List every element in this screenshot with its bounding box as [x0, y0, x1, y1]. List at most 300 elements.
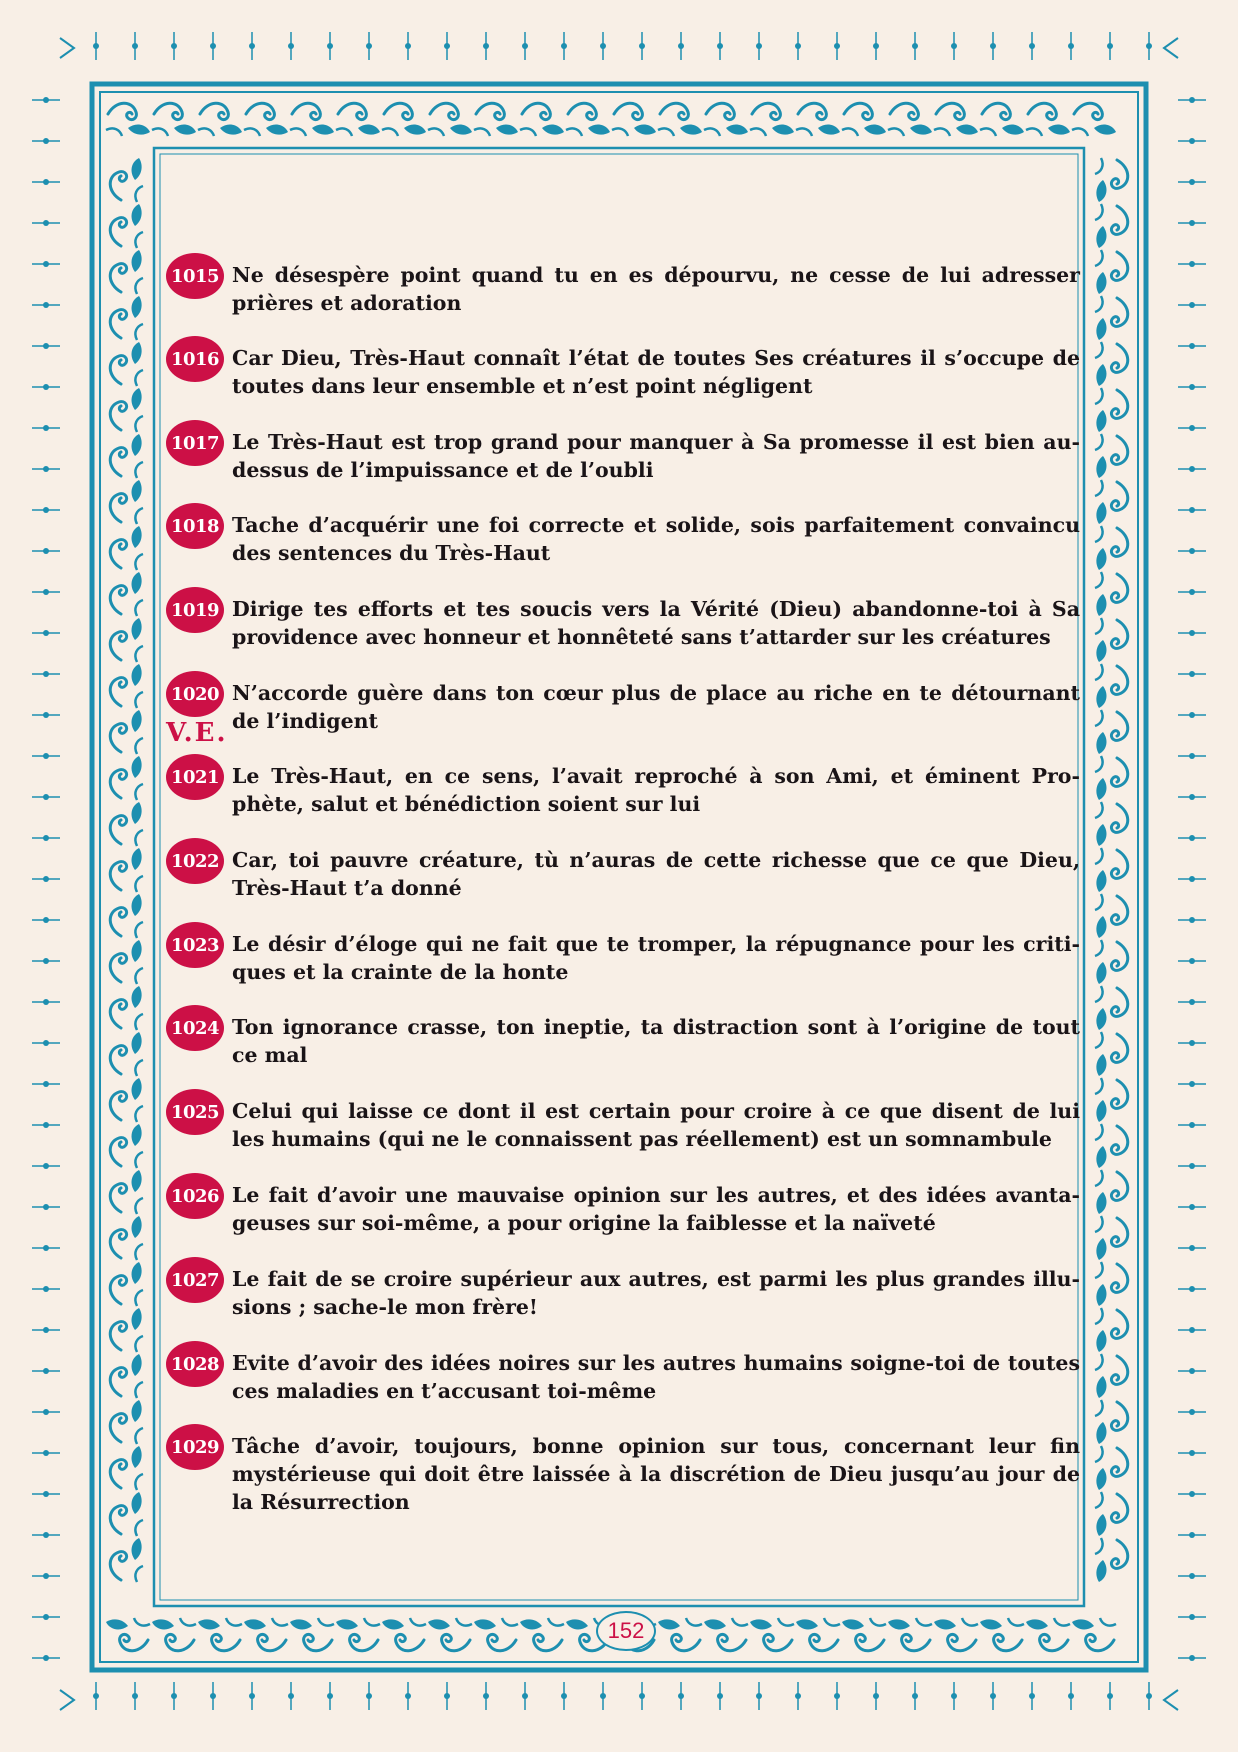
tick-dot: [43, 1655, 49, 1661]
floral-motif: [428, 103, 472, 136]
tick-dot: [1068, 43, 1074, 49]
scroll-stroke: [1111, 850, 1127, 878]
tendril-stroke: [1095, 1446, 1103, 1462]
floral-motif: [1095, 526, 1128, 570]
verse-1027: [166, 1265, 1080, 1321]
tick-dot: [93, 43, 99, 49]
floral-motif: [1095, 204, 1128, 248]
scroll-stroke: [1111, 1080, 1127, 1108]
scroll-stroke: [110, 494, 126, 522]
scroll-stroke: [902, 1634, 930, 1650]
floral-motif: [106, 103, 150, 136]
verse-number-badge: 1021: [166, 754, 224, 800]
leaf-shape: [910, 125, 932, 135]
floral-motif: [110, 480, 143, 524]
tendril-stroke: [135, 692, 143, 708]
floral-motif: [658, 103, 702, 136]
tendril-stroke: [135, 186, 143, 202]
tick-dot: [1189, 876, 1195, 882]
leaf-shape: [1096, 962, 1106, 984]
tick-dot: [1189, 138, 1195, 144]
floral-motif: [1095, 1400, 1128, 1444]
verse-number-badge: 1028: [166, 1341, 224, 1387]
leaf-shape: [956, 125, 978, 135]
floral-motif: [1095, 802, 1128, 846]
leaf-shape: [1094, 125, 1116, 135]
floral-motif: [1072, 103, 1116, 136]
verse-number-badge: 1019: [166, 587, 224, 633]
tick-dot: [444, 1693, 450, 1699]
leaf-shape: [1096, 778, 1106, 800]
verse-1019: [166, 595, 1080, 651]
tendril-stroke: [1095, 1492, 1103, 1508]
tendril-stroke: [612, 128, 628, 136]
floral-motif: [110, 572, 143, 616]
tick-dot: [483, 43, 489, 49]
floral-motif: [1095, 1078, 1128, 1122]
leaf-shape: [680, 125, 702, 135]
floral-motif: [1095, 158, 1128, 202]
tick-dot: [43, 1081, 49, 1087]
tick-dot: [210, 43, 216, 49]
scroll-stroke: [1111, 942, 1127, 970]
leaf-shape: [336, 1619, 358, 1629]
tendril-stroke: [934, 128, 950, 136]
tick-dot: [43, 1614, 49, 1620]
leaf-shape: [132, 1078, 142, 1100]
verse-1024: [166, 1013, 1080, 1069]
scroll-stroke: [1111, 620, 1127, 648]
scroll-stroke: [1028, 103, 1056, 119]
leaf-shape: [132, 1354, 142, 1376]
tick-dot: [43, 343, 49, 349]
tendril-stroke: [226, 1618, 242, 1626]
tendril-stroke: [980, 128, 996, 136]
scroll-stroke: [614, 103, 642, 119]
tendril-stroke: [290, 128, 306, 136]
scroll-stroke: [660, 103, 688, 119]
tick-dot: [1029, 1693, 1035, 1699]
floral-motif: [704, 1618, 748, 1651]
leaf-shape: [198, 1619, 220, 1629]
floral-motif: [1095, 710, 1128, 754]
leaf-shape: [128, 125, 150, 135]
tendril-stroke: [870, 1618, 886, 1626]
leaf-shape: [312, 125, 334, 135]
verse-number-badge: 1016: [166, 336, 224, 382]
tick-dot: [1189, 1450, 1195, 1456]
tendril-stroke: [1054, 1618, 1070, 1626]
tick-dot: [43, 1286, 49, 1292]
tick-dot: [43, 1122, 49, 1128]
scroll-stroke: [1086, 1634, 1114, 1650]
leaf-shape: [1096, 594, 1106, 616]
tick-dot: [366, 43, 372, 49]
verse-number-badge: 1015: [166, 253, 224, 299]
tick-dot: [1189, 712, 1195, 718]
floral-motif: [888, 1618, 932, 1651]
scroll-stroke: [110, 356, 126, 384]
leaf-shape: [132, 710, 142, 732]
floral-motif: [1095, 848, 1128, 892]
leaf-shape: [132, 1308, 142, 1330]
leaf-shape: [796, 1619, 818, 1629]
scroll-stroke: [110, 402, 126, 430]
scroll-stroke: [110, 1414, 126, 1442]
leaf-shape: [132, 1170, 142, 1192]
tick-dot: [834, 43, 840, 49]
scroll-stroke: [810, 1634, 838, 1650]
leaf-shape: [1096, 410, 1106, 432]
tick-dot: [1189, 1327, 1195, 1333]
verse-1021: [166, 762, 1080, 818]
tendril-stroke: [1095, 618, 1103, 634]
floral-motif: [110, 388, 143, 432]
tendril-stroke: [135, 646, 143, 662]
tick-dot: [43, 876, 49, 882]
leaf-shape: [1096, 824, 1106, 846]
tendril-stroke: [502, 1618, 518, 1626]
scroll-stroke: [1111, 1034, 1127, 1062]
tick-dot: [1189, 1573, 1195, 1579]
scroll-stroke: [110, 1552, 126, 1580]
scroll-stroke: [110, 448, 126, 476]
verse-text: Dirige tes efforts et tes soucis vers la Vérité (Dieu) abandonne-toi à Sa providence avec honneur et honnêteté sans t’attarder sur les créatures: [232, 597, 1080, 649]
scroll-stroke: [110, 172, 126, 200]
leaf-shape: [1048, 125, 1070, 135]
scroll-stroke: [1111, 1540, 1127, 1568]
scroll-stroke: [110, 724, 126, 752]
floral-motif: [796, 1618, 840, 1651]
leaf-shape: [842, 1619, 864, 1629]
scroll-stroke: [110, 1092, 126, 1120]
leaf-shape: [132, 204, 142, 226]
tendril-stroke: [135, 370, 143, 386]
tendril-stroke: [135, 1520, 143, 1536]
tick-dot: [756, 1693, 762, 1699]
floral-motif: [152, 1618, 196, 1651]
verse-text: Evite d’avoir des idées noires sur les autres humains soigne-toi de toutes ces maladies en t’accusant toi-même: [232, 1351, 1080, 1403]
verse-1016: [166, 344, 1080, 400]
tick-dot: [1146, 43, 1152, 49]
leaf-shape: [266, 125, 288, 135]
tendril-stroke: [135, 600, 143, 616]
tendril-stroke: [1095, 756, 1103, 772]
floral-motif: [110, 1308, 143, 1352]
tick-dot: [1189, 261, 1195, 267]
tendril-stroke: [750, 128, 766, 136]
leaf-shape: [726, 125, 748, 135]
tendril-stroke: [272, 1618, 288, 1626]
scroll-stroke: [246, 103, 274, 119]
scroll-stroke: [1111, 436, 1127, 464]
verse-number-badge: 1026: [166, 1173, 224, 1219]
floral-motif: [1095, 434, 1128, 478]
tick-dot: [132, 43, 138, 49]
tick-dot: [1107, 1693, 1113, 1699]
tick-dot: [1189, 917, 1195, 923]
tick-dot: [951, 1693, 957, 1699]
floral-motif: [1095, 1170, 1128, 1214]
tick-dot: [43, 1450, 49, 1456]
scroll-stroke: [522, 103, 550, 119]
tick-dot: [43, 466, 49, 472]
scroll-stroke: [1074, 103, 1102, 119]
tendril-stroke: [135, 1474, 143, 1490]
floral-motif: [110, 204, 143, 248]
verse-1015: [166, 261, 1080, 317]
tick-dot: [43, 712, 49, 718]
tick-dot: [717, 43, 723, 49]
leaf-shape: [1096, 686, 1106, 708]
floral-motif: [110, 1262, 143, 1306]
leaf-shape: [1096, 456, 1106, 478]
tick-dot: [1189, 220, 1195, 226]
scroll-stroke: [1111, 1494, 1127, 1522]
tick-dot: [1189, 548, 1195, 554]
leaf-shape: [1072, 1619, 1094, 1629]
scroll-stroke: [1111, 1172, 1127, 1200]
leaf-shape: [132, 618, 142, 640]
scroll-stroke: [534, 1634, 562, 1650]
tick-dot: [1029, 43, 1035, 49]
leaf-shape: [132, 802, 142, 824]
floral-motif: [1095, 1032, 1128, 1076]
tick-dot: [43, 1163, 49, 1169]
tick-dot: [795, 43, 801, 49]
scroll-stroke: [1111, 252, 1127, 280]
leaf-shape: [106, 1619, 128, 1629]
tick-dot: [678, 43, 684, 49]
scroll-stroke: [982, 103, 1010, 119]
tick-dot: [1189, 97, 1195, 103]
tick-dot: [288, 43, 294, 49]
tendril-stroke: [135, 324, 143, 340]
scroll-stroke: [110, 218, 126, 246]
tendril-stroke: [336, 128, 352, 136]
tendril-stroke: [1095, 572, 1103, 588]
verse-text: Tâche d’avoir, toujours, bonne opinion sur tous, concernant leur fin mystérieuse qui doit être laissée à la discrétion de Dieu jusqu’au jour de la Résurrection: [232, 1434, 1080, 1514]
tick-dot: [249, 43, 255, 49]
floral-motif: [428, 1618, 472, 1651]
floral-motif: [1095, 940, 1128, 984]
leaf-shape: [888, 1619, 910, 1629]
scroll-stroke: [110, 1000, 126, 1028]
scroll-stroke: [110, 632, 126, 660]
scroll-stroke: [752, 103, 780, 119]
scroll-stroke: [1111, 1356, 1127, 1384]
leaf-shape: [450, 125, 472, 135]
tendril-stroke: [1095, 434, 1103, 450]
tick-dot: [1107, 43, 1113, 49]
leaf-shape: [1096, 1146, 1106, 1168]
tick-dot: [43, 999, 49, 1005]
scroll-stroke: [110, 1184, 126, 1212]
floral-motif: [1095, 480, 1128, 524]
tick-dot: [1189, 1081, 1195, 1087]
leaf-shape: [1096, 1422, 1106, 1444]
tendril-stroke: [135, 554, 143, 570]
leaf-shape: [1096, 1468, 1106, 1490]
tick-dot: [1189, 1532, 1195, 1538]
leaf-shape: [1096, 318, 1106, 340]
floral-motif: [1095, 756, 1128, 800]
tick-dot: [1189, 1204, 1195, 1210]
tendril-stroke: [152, 128, 168, 136]
tendril-stroke: [135, 1290, 143, 1306]
floral-motif: [110, 618, 143, 662]
tick-dot: [1189, 507, 1195, 513]
leaf-shape: [132, 894, 142, 916]
tendril-stroke: [1095, 1308, 1103, 1324]
tick-dot: [405, 43, 411, 49]
leaf-shape: [382, 1619, 404, 1629]
floral-motif: [612, 103, 656, 136]
verse-text: Le Très-Haut, en ce sens, l’avait reproché à son Ami, et éminent Pro-phète, salut et bénédiction soient sur lui: [232, 764, 1080, 816]
scroll-stroke: [1111, 482, 1127, 510]
tendril-stroke: [916, 1618, 932, 1626]
floral-motif: [198, 103, 242, 136]
tick-dot: [132, 1693, 138, 1699]
tick-dot: [43, 507, 49, 513]
scroll-stroke: [154, 103, 182, 119]
tick-dot: [912, 43, 918, 49]
corner-flourish: [60, 38, 74, 58]
tendril-stroke: [1095, 1032, 1103, 1048]
tendril-stroke: [318, 1618, 334, 1626]
tick-dot: [639, 1693, 645, 1699]
leaf-shape: [132, 1538, 142, 1560]
scroll-stroke: [120, 1634, 148, 1650]
scroll-stroke: [110, 540, 126, 568]
tick-dot: [1189, 1040, 1195, 1046]
tick-dot: [1189, 384, 1195, 390]
scroll-stroke: [1111, 1448, 1127, 1476]
tendril-stroke: [1095, 1400, 1103, 1416]
tendril-stroke: [198, 128, 214, 136]
tick-dot: [1189, 999, 1195, 1005]
scroll-stroke: [890, 103, 918, 119]
tendril-stroke: [135, 1152, 143, 1168]
tick-dot: [43, 794, 49, 800]
margin-annotation: V.E.: [166, 718, 228, 748]
floral-motif: [520, 103, 564, 136]
tick-dot: [43, 1409, 49, 1415]
leaf-shape: [132, 434, 142, 456]
verse-number-badge: 1024: [166, 1005, 224, 1051]
leaf-shape: [1096, 1238, 1106, 1260]
leaf-shape: [132, 480, 142, 502]
verse-1020: [166, 679, 1080, 735]
floral-motif: [290, 103, 334, 136]
leaf-shape: [1096, 640, 1106, 662]
leaf-shape: [132, 296, 142, 318]
leaf-shape: [132, 1446, 142, 1468]
leaf-shape: [704, 1619, 726, 1629]
verse-number-badge: 1017: [166, 420, 224, 466]
leaf-shape: [132, 940, 142, 962]
tick-dot: [43, 1491, 49, 1497]
leaf-shape: [750, 1619, 772, 1629]
tick-dot: [43, 671, 49, 677]
scroll-stroke: [1111, 758, 1127, 786]
tick-dot: [834, 1693, 840, 1699]
leaf-shape: [290, 1619, 312, 1629]
floral-motif: [474, 103, 518, 136]
scroll-stroke: [212, 1634, 240, 1650]
tendril-stroke: [732, 1618, 748, 1626]
floral-motif: [704, 103, 748, 136]
tick-dot: [1189, 1122, 1195, 1128]
floral-motif: [110, 1216, 143, 1260]
scroll-stroke: [488, 1634, 516, 1650]
floral-motif: [842, 103, 886, 136]
tendril-stroke: [135, 738, 143, 754]
floral-motif: [1026, 1618, 1070, 1651]
scroll-stroke: [1111, 1264, 1127, 1292]
tendril-stroke: [1095, 1354, 1103, 1370]
tick-dot: [43, 548, 49, 554]
corner-flourish: [1164, 1690, 1178, 1710]
verse-text: Tache d’acquérir une foi correcte et solide, sois parfaitement convaincu des sentences du Très-Haut: [232, 513, 1080, 565]
scroll-stroke: [1111, 206, 1127, 234]
leaf-shape: [132, 526, 142, 548]
floral-motif: [1095, 296, 1128, 340]
floral-motif: [1095, 388, 1128, 432]
floral-motif: [110, 1354, 143, 1398]
leaf-shape: [1096, 226, 1106, 248]
scroll-stroke: [110, 1138, 126, 1166]
verse-text: Le fait de se croire supérieur aux autres, est parmi les plus grandes illu-sions ; sache-le mon frère!: [232, 1267, 1080, 1319]
floral-motif: [110, 1032, 143, 1076]
floral-motif: [1095, 1538, 1128, 1582]
floral-motif: [110, 1124, 143, 1168]
tendril-stroke: [135, 876, 143, 892]
leaf-shape: [1096, 548, 1106, 570]
floral-motif: [1095, 1354, 1128, 1398]
tendril-stroke: [1095, 894, 1103, 910]
floral-motif: [110, 1170, 143, 1214]
tick-dot: [1189, 1614, 1195, 1620]
floral-motif: [980, 103, 1024, 136]
tick-dot: [1189, 753, 1195, 759]
leaf-shape: [588, 125, 610, 135]
tick-dot: [522, 43, 528, 49]
tick-dot: [43, 958, 49, 964]
scroll-stroke: [1111, 528, 1127, 556]
scroll-stroke: [110, 862, 126, 890]
leaf-shape: [934, 1619, 956, 1629]
tendril-stroke: [474, 128, 490, 136]
scroll-stroke: [1111, 1402, 1127, 1430]
leaf-shape: [772, 125, 794, 135]
scroll-stroke: [718, 1634, 746, 1650]
tick-dot: [43, 1245, 49, 1251]
floral-motif: [520, 1618, 564, 1651]
tick-dot: [873, 43, 879, 49]
floral-motif: [1095, 894, 1128, 938]
floral-motif: [110, 664, 143, 708]
verse-text: Le désir d’éloge qui ne fait que te tromper, la répugnance pour les criti-ques et la crainte de la honte: [232, 932, 1080, 984]
tick-dot: [171, 43, 177, 49]
scroll-stroke: [476, 103, 504, 119]
tick-dot: [873, 1693, 879, 1699]
scroll-stroke: [1040, 1634, 1068, 1650]
tick-dot: [1189, 466, 1195, 472]
floral-motif: [1095, 1216, 1128, 1260]
tendril-stroke: [244, 128, 260, 136]
verse-1029: [166, 1432, 1080, 1516]
